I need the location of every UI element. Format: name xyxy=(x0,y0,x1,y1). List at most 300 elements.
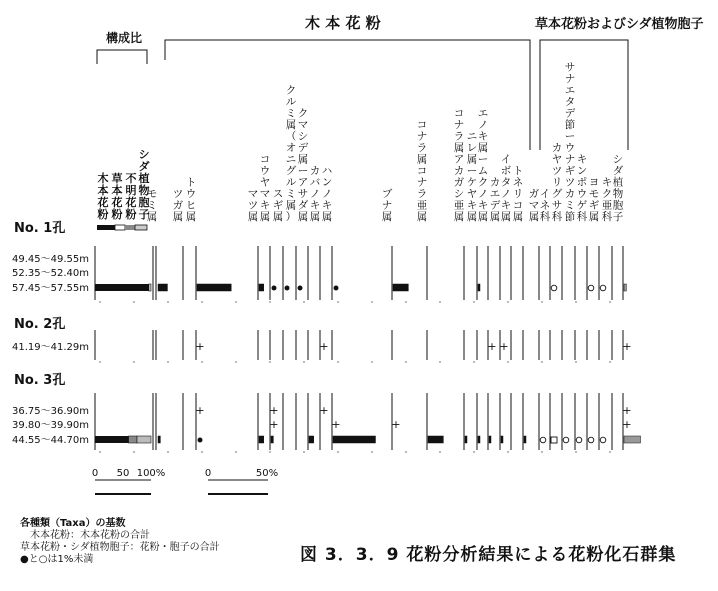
taxon-label-char: 科 xyxy=(576,211,588,223)
taxon-label-char: バ xyxy=(309,176,321,189)
taxon-bar xyxy=(158,436,160,443)
panel-dot xyxy=(201,451,202,452)
taxon-label-char: モ xyxy=(146,188,158,200)
taxon-label-char: レ xyxy=(466,142,478,154)
ratio-column-label-char: 植 xyxy=(138,172,150,185)
taxon-label-char: ミ xyxy=(564,199,576,212)
taxon-label-char: シ xyxy=(453,188,465,200)
panel-dot xyxy=(439,301,440,302)
taxon-label-char: 亜 xyxy=(601,199,613,212)
taxon-label-char: ナ xyxy=(416,130,428,143)
taxon-label-char: コ xyxy=(453,107,465,120)
taxon-label-char: サ xyxy=(551,199,563,212)
ratio-column-label-char: 木 xyxy=(97,172,109,185)
taxon-label-char: キ xyxy=(259,199,271,212)
legend xyxy=(20,518,220,566)
taxon-label-char: タ xyxy=(564,96,576,108)
taxon-label-char: ー xyxy=(564,130,576,143)
taxon-label-char: ツ xyxy=(551,165,563,177)
taxon-label-char: ウ xyxy=(185,188,197,200)
panel-dot xyxy=(473,301,474,302)
taxon-plus: + xyxy=(269,418,279,431)
taxon-dot-open xyxy=(563,437,569,443)
taxon-label-char: 属 xyxy=(528,211,540,223)
taxon-label-char: ア xyxy=(297,176,309,189)
taxon-dot-filled xyxy=(285,286,290,291)
ratio-legend-unknown xyxy=(125,225,135,230)
taxon-label-char: ミ xyxy=(146,199,158,212)
ratio-segment xyxy=(129,436,137,443)
taxon-label-char: ） xyxy=(285,211,297,223)
taxon-label-char: 植 xyxy=(612,176,624,189)
taxon-label-char: 属 xyxy=(416,153,428,166)
legend-line-2: 草本花粉・シダ植物胞子：花粉・胞子の合計 xyxy=(20,542,220,553)
ratio-legend-fern xyxy=(135,225,147,230)
taxon-label-char: ク xyxy=(285,84,297,97)
panel-dot xyxy=(609,451,610,452)
panel-dot xyxy=(473,451,474,452)
taxon-label-char: グ xyxy=(285,165,297,177)
taxon-label-char: ツ xyxy=(564,176,576,189)
ratio-legend-tree xyxy=(97,225,115,230)
taxon-plus: + xyxy=(622,404,632,417)
sample-depth: 57.45〜57.55m xyxy=(12,283,89,294)
taxon-label-char: コ xyxy=(416,119,428,131)
taxon-label-char: オ xyxy=(285,142,297,154)
panel-dot xyxy=(303,361,304,362)
taxon-label-char: コ xyxy=(259,153,271,166)
taxon-plus: + xyxy=(622,418,632,431)
taxon-label-char: ウ xyxy=(259,165,271,177)
figure-caption: 図 3．3．9 花粉分析結果による花粉化石群集 xyxy=(300,545,677,565)
taxon-label-char: シ xyxy=(612,153,624,166)
ratio-column-label-char: 粉 xyxy=(111,208,123,221)
taxon-label-char: ダ xyxy=(612,165,624,177)
taxon-label-char: 属 xyxy=(297,211,309,223)
taxon-label-char: エ xyxy=(477,107,489,120)
taxon-label-char: シ xyxy=(297,130,309,143)
taxon-label-char: イ xyxy=(500,153,512,166)
taxon-label-char: ナ xyxy=(564,73,576,85)
sample-depth: 36.75〜36.90m xyxy=(12,406,89,417)
taxon-label-char: 属 xyxy=(272,211,284,223)
panel-dot xyxy=(337,361,338,362)
legend-title: 各種類（Taxa）の基数 xyxy=(20,518,126,529)
taxon-label-char: キ xyxy=(477,130,489,143)
taxon-bar xyxy=(393,284,408,291)
taxon-label-char: 胞 xyxy=(612,199,624,212)
taxon-bar xyxy=(428,436,443,443)
borehole-name: No. 2孔 xyxy=(14,317,66,332)
taxon-label-char: カ xyxy=(309,165,321,177)
panel-dot xyxy=(609,361,610,362)
ratio-header: 構成比 xyxy=(106,31,143,45)
taxon-label-char: 属 xyxy=(172,211,184,223)
taxon-label-char: ナ xyxy=(453,119,465,131)
taxon-label-char: ノ xyxy=(500,188,512,200)
taxon-bar xyxy=(489,436,491,443)
panel-dot xyxy=(371,361,372,362)
taxon-plus: + xyxy=(331,418,341,431)
taxon-label-char: キ xyxy=(477,199,489,212)
taxon-label-char: 属 xyxy=(321,211,333,223)
taxon-label-char: 属 xyxy=(416,211,428,223)
taxon-dot-filled xyxy=(334,286,339,291)
taxon-bar xyxy=(478,436,480,443)
panel-dot xyxy=(473,361,474,362)
taxon-label-char: リ xyxy=(512,188,524,200)
panel-dot xyxy=(405,451,406,452)
taxon-label-char: ト xyxy=(185,176,197,189)
taxon-label-char: 属 xyxy=(259,211,271,223)
taxon-label-char: ノ xyxy=(477,188,489,200)
taxon-dot-open xyxy=(588,437,594,443)
legend-line-3: ●と○は1%未満 xyxy=(20,554,94,565)
ratio-segment xyxy=(95,284,149,291)
taxon-label-char: ヒ xyxy=(185,199,197,212)
taxon-label-char: ス xyxy=(272,188,284,200)
panel-dot xyxy=(337,301,338,302)
panel-dot xyxy=(269,301,270,302)
taxon-label-char: ケ xyxy=(466,176,478,189)
panel-dot xyxy=(371,301,372,302)
taxon-plus: + xyxy=(319,340,329,353)
panel-dot xyxy=(337,451,338,452)
taxon-label-char: モ xyxy=(588,188,600,200)
taxon-dot-filled xyxy=(298,286,303,291)
taxon-dot-open xyxy=(576,437,582,443)
taxon-label-char: 科 xyxy=(539,211,551,223)
taxon-label-char: 属 xyxy=(588,211,600,223)
taxon-bar xyxy=(333,436,375,443)
taxon-label-char: イ xyxy=(539,188,551,200)
taxon-dot-open xyxy=(588,285,594,291)
taxon-dot-open xyxy=(540,437,546,443)
taxon-label-char: ナ xyxy=(564,153,576,166)
panel-dot xyxy=(133,451,134,452)
taxon-bar xyxy=(259,436,264,443)
ratio-column-label-char: 胞 xyxy=(138,196,150,209)
taxon-label-char: ウ xyxy=(576,188,588,200)
taxon-plus: + xyxy=(391,418,401,431)
taxon-bar xyxy=(465,436,467,443)
taxon-label-char: ク xyxy=(297,107,309,120)
taxon-plus: + xyxy=(319,404,329,417)
taxon-label-char: マ xyxy=(528,199,540,212)
taxon-label-char: （ xyxy=(285,130,297,143)
taxon-label-char: ハ xyxy=(321,165,333,177)
borehole-name: No. 3孔 xyxy=(14,373,66,388)
taxon-label-char: ヨ xyxy=(588,176,600,189)
panel-dot xyxy=(269,361,270,362)
panel-dot xyxy=(541,361,542,362)
taxon-label-char: ゲ xyxy=(576,199,588,212)
ratio-column-label-char: 本 xyxy=(111,184,123,197)
taxon-dot-filled xyxy=(198,438,203,443)
taxon-dot-open xyxy=(551,285,557,291)
taxon-label-char: ニ xyxy=(466,130,478,143)
taxon-label-char: ガ xyxy=(172,199,184,212)
borehole-name: No. 1孔 xyxy=(14,221,66,236)
ratio-column-label-char: 粉 xyxy=(125,208,137,221)
sample-depth: 41.19〜41.29m xyxy=(12,342,89,353)
taxon-label-char: キ xyxy=(601,176,613,189)
taxon-label-char: 科 xyxy=(551,211,563,223)
taxon-label-char: ト xyxy=(512,165,524,177)
taxon-bar xyxy=(309,436,314,443)
ratio-segment xyxy=(149,284,151,291)
taxon-label-char: カ xyxy=(564,188,576,200)
taxon-label-char: 属 xyxy=(489,211,501,223)
taxon-label-char: ー xyxy=(466,165,478,177)
ratio-column-label-char: ダ xyxy=(138,160,150,173)
ratio-column-label-char: 子 xyxy=(138,208,150,221)
taxon-label-char: 属 xyxy=(477,142,489,154)
taxon-label-char: ナ xyxy=(416,176,428,189)
taxon-bar xyxy=(478,284,480,291)
taxon-label-char: 子 xyxy=(612,211,624,223)
taxon-label-char: ツ xyxy=(247,199,259,212)
taxon-label-char: デ xyxy=(297,142,309,154)
taxon-label-char: キ xyxy=(321,199,333,212)
panel-dot xyxy=(439,451,440,452)
taxon-plus: + xyxy=(195,340,205,353)
taxon-label-char: ネ xyxy=(539,199,551,212)
taxon-label-char: ナ xyxy=(381,199,393,212)
chart-body xyxy=(12,40,641,494)
taxon-label-char: キ xyxy=(500,199,512,212)
ratio-legend-herb xyxy=(115,225,125,230)
taxon-label-char: ニ xyxy=(285,153,297,166)
taxon-label-char: ボ xyxy=(500,165,512,177)
taxon-label-char: 属 xyxy=(453,211,465,223)
panel-dot xyxy=(99,451,100,452)
ratio-column-label-char: 草 xyxy=(111,172,123,185)
panel-dot xyxy=(609,301,610,302)
panel-dot xyxy=(541,451,542,452)
taxon-label-char: 属 xyxy=(285,199,297,212)
taxon-plus: + xyxy=(499,340,509,353)
taxon-label-char: ヤ xyxy=(551,153,563,166)
herb-bracket xyxy=(540,40,628,150)
panel-dot xyxy=(371,451,372,452)
taxon-label-char: ノ xyxy=(477,119,489,131)
taxon-bar xyxy=(197,284,231,291)
taxon-label-char: コ xyxy=(416,165,428,177)
taxon-label-char: キ xyxy=(309,199,321,212)
taxon-bar xyxy=(259,284,264,291)
taxon-label-char: カ xyxy=(489,176,501,189)
panel-dot xyxy=(575,361,576,362)
pct-scale-tick: 0 xyxy=(204,468,212,479)
taxon-label-char: ウ xyxy=(564,142,576,154)
panel-dot xyxy=(167,451,168,452)
taxon-label-char: ダ xyxy=(297,199,309,212)
ratio-bracket xyxy=(97,50,147,64)
taxon-label-char: ン xyxy=(321,176,333,189)
taxon-label-char: カ xyxy=(551,142,563,154)
taxon-label-char: サ xyxy=(564,61,576,74)
taxon-label-char: ラ xyxy=(416,188,428,200)
taxon-bar xyxy=(624,284,626,291)
taxon-label-char: 物 xyxy=(612,188,624,200)
taxon-bar xyxy=(501,436,503,443)
panel-dot xyxy=(575,451,576,452)
taxon-label-char: リ xyxy=(551,176,563,189)
taxon-label-char: 属 xyxy=(466,211,478,223)
taxon-label-char: マ xyxy=(259,188,271,200)
panel-dot xyxy=(541,301,542,302)
taxon-label-char: ラ xyxy=(416,142,428,154)
taxon-label-char: ル xyxy=(285,96,297,108)
panel-dot xyxy=(99,361,100,362)
taxon-label-char: 亜 xyxy=(416,199,428,212)
sample-depth: 39.80〜39.90m xyxy=(12,420,89,431)
taxon-label-char: 節 xyxy=(564,211,576,223)
ratio-column-label-char: 花 xyxy=(125,196,137,209)
taxon-label-char: 節 xyxy=(564,119,576,131)
taxon-label-char: 亜 xyxy=(453,199,465,212)
pct-scale-tick: 50% xyxy=(255,468,279,479)
panel-dot xyxy=(99,301,100,302)
taxon-label-char: ア xyxy=(453,153,465,166)
taxon-square-open xyxy=(551,437,557,443)
taxon-bar xyxy=(624,436,641,443)
taxon-label-char: タ xyxy=(500,176,512,189)
ratio-segment xyxy=(137,436,151,443)
taxon-label-char: 属 xyxy=(500,211,512,223)
taxon-label-char: ポ xyxy=(576,176,588,189)
taxon-label-char: ギ xyxy=(272,199,284,212)
ratio-column-label-char: 花 xyxy=(97,196,109,209)
ratio-scale-tick: 0 xyxy=(91,468,99,479)
ratio-column-label-char: 明 xyxy=(125,184,137,197)
ratio-column-label-char: 花 xyxy=(111,196,123,209)
panel-dot xyxy=(167,301,168,302)
taxon-label-char: 属 xyxy=(466,153,478,166)
taxon-label-char: 属 xyxy=(247,211,259,223)
taxon-label-char: コ xyxy=(512,199,524,212)
taxon-label-char: ネ xyxy=(512,176,524,189)
panel-dot xyxy=(167,361,168,362)
taxon-bar xyxy=(524,436,526,443)
taxon-label-char: 属 xyxy=(297,153,309,166)
taxon-bar xyxy=(271,436,273,443)
ratio-column-label-char: 物 xyxy=(138,184,150,197)
taxon-label-char: キ xyxy=(576,153,588,166)
panel-dot xyxy=(133,301,134,302)
taxon-label-char: サ xyxy=(297,188,309,200)
taxon-label-char: カ xyxy=(453,165,465,177)
ratio-column-label-char: 不 xyxy=(125,172,137,185)
taxon-plus: + xyxy=(269,404,279,417)
taxon-label-char: ク xyxy=(601,188,613,200)
sample-depth: 52.35〜52.40m xyxy=(12,268,89,279)
taxon-label-char: グ xyxy=(551,188,563,200)
ratio-scale-tick: 100% xyxy=(136,468,166,479)
taxon-label-char: ミ xyxy=(285,107,297,120)
panel-dot xyxy=(507,451,508,452)
taxon-label-char: 属 xyxy=(285,119,297,131)
taxon-label-char: ム xyxy=(477,165,489,177)
taxon-label-char: 属 xyxy=(512,211,524,223)
taxon-label-char: ン xyxy=(576,165,588,177)
ratio-column-label-char: 本 xyxy=(97,184,109,197)
taxon-label-char: 属 xyxy=(381,211,393,223)
ratio-column-label-char: シ xyxy=(138,148,150,161)
taxon-label-char: ク xyxy=(477,176,489,189)
taxon-dot-open xyxy=(600,285,606,291)
taxon-label-char: ノ xyxy=(309,188,321,200)
taxon-label-char: デ xyxy=(489,199,501,212)
taxon-plus: + xyxy=(195,404,205,417)
taxon-label-char: 属 xyxy=(146,211,158,223)
sample-depth: 49.45〜49.55m xyxy=(12,254,89,265)
panel-dot xyxy=(235,451,236,452)
taxon-label-char: ヤ xyxy=(466,188,478,200)
taxon-label-char: ラ xyxy=(453,130,465,143)
panel-dot xyxy=(405,361,406,362)
taxon-label-char: ブ xyxy=(381,188,393,200)
panel-dot xyxy=(269,451,270,452)
panel-dot xyxy=(507,361,508,362)
taxon-label-char: ガ xyxy=(528,188,540,200)
sample-depth: 44.55〜44.70m xyxy=(12,435,89,446)
taxon-label-char: マ xyxy=(247,188,259,200)
taxon-label-char: ギ xyxy=(588,199,600,212)
taxon-label-char: キ xyxy=(466,199,478,212)
taxon-dot-filled xyxy=(272,286,277,291)
taxon-label-char: 属 xyxy=(453,142,465,154)
ratio-column-label-char: 粉 xyxy=(97,208,109,221)
taxon-label-char: エ xyxy=(564,84,576,97)
taxon-label-char: 属 xyxy=(309,211,321,223)
taxon-label-char: ヤ xyxy=(259,176,271,189)
taxon-label-char: ノ xyxy=(321,188,333,200)
panel-dot xyxy=(133,361,134,362)
taxon-label-char: ル xyxy=(285,176,297,189)
ratio-scale-tick: 50 xyxy=(116,468,130,479)
taxon-label-char: ミ xyxy=(285,188,297,200)
taxon-plus: + xyxy=(622,340,632,353)
panel-dot xyxy=(405,301,406,302)
panel-dot xyxy=(201,301,202,302)
herb-spore-header: 草本花粉およびシダ植物胞子 xyxy=(535,17,704,32)
taxon-label-char: 属 xyxy=(185,211,197,223)
panel-dot xyxy=(439,361,440,362)
taxon-label-char: 属 xyxy=(477,211,489,223)
taxon-label-char: エ xyxy=(489,188,501,200)
taxon-bar xyxy=(158,284,167,291)
ratio-segment xyxy=(95,436,129,443)
tree-pollen-header: 木 本 花 粉 xyxy=(305,14,381,32)
taxon-label-char: 科 xyxy=(601,211,613,223)
taxon-label-char: ツ xyxy=(172,188,184,200)
taxon-label-char: ガ xyxy=(453,176,465,189)
taxon-label-char: ー xyxy=(297,165,309,177)
taxon-label-char: デ xyxy=(564,107,576,120)
legend-line-1: 木本花粉：木本花粉の合計 xyxy=(30,530,150,541)
panel-dot xyxy=(303,301,304,302)
taxon-label-char: マ xyxy=(297,119,309,131)
panel-dot xyxy=(507,301,508,302)
panel-dot xyxy=(575,301,576,302)
panel-dot xyxy=(235,361,236,362)
panel-dot xyxy=(303,451,304,452)
panel-dot xyxy=(235,301,236,302)
panel-dot xyxy=(201,361,202,362)
taxon-dot-open xyxy=(600,437,606,443)
